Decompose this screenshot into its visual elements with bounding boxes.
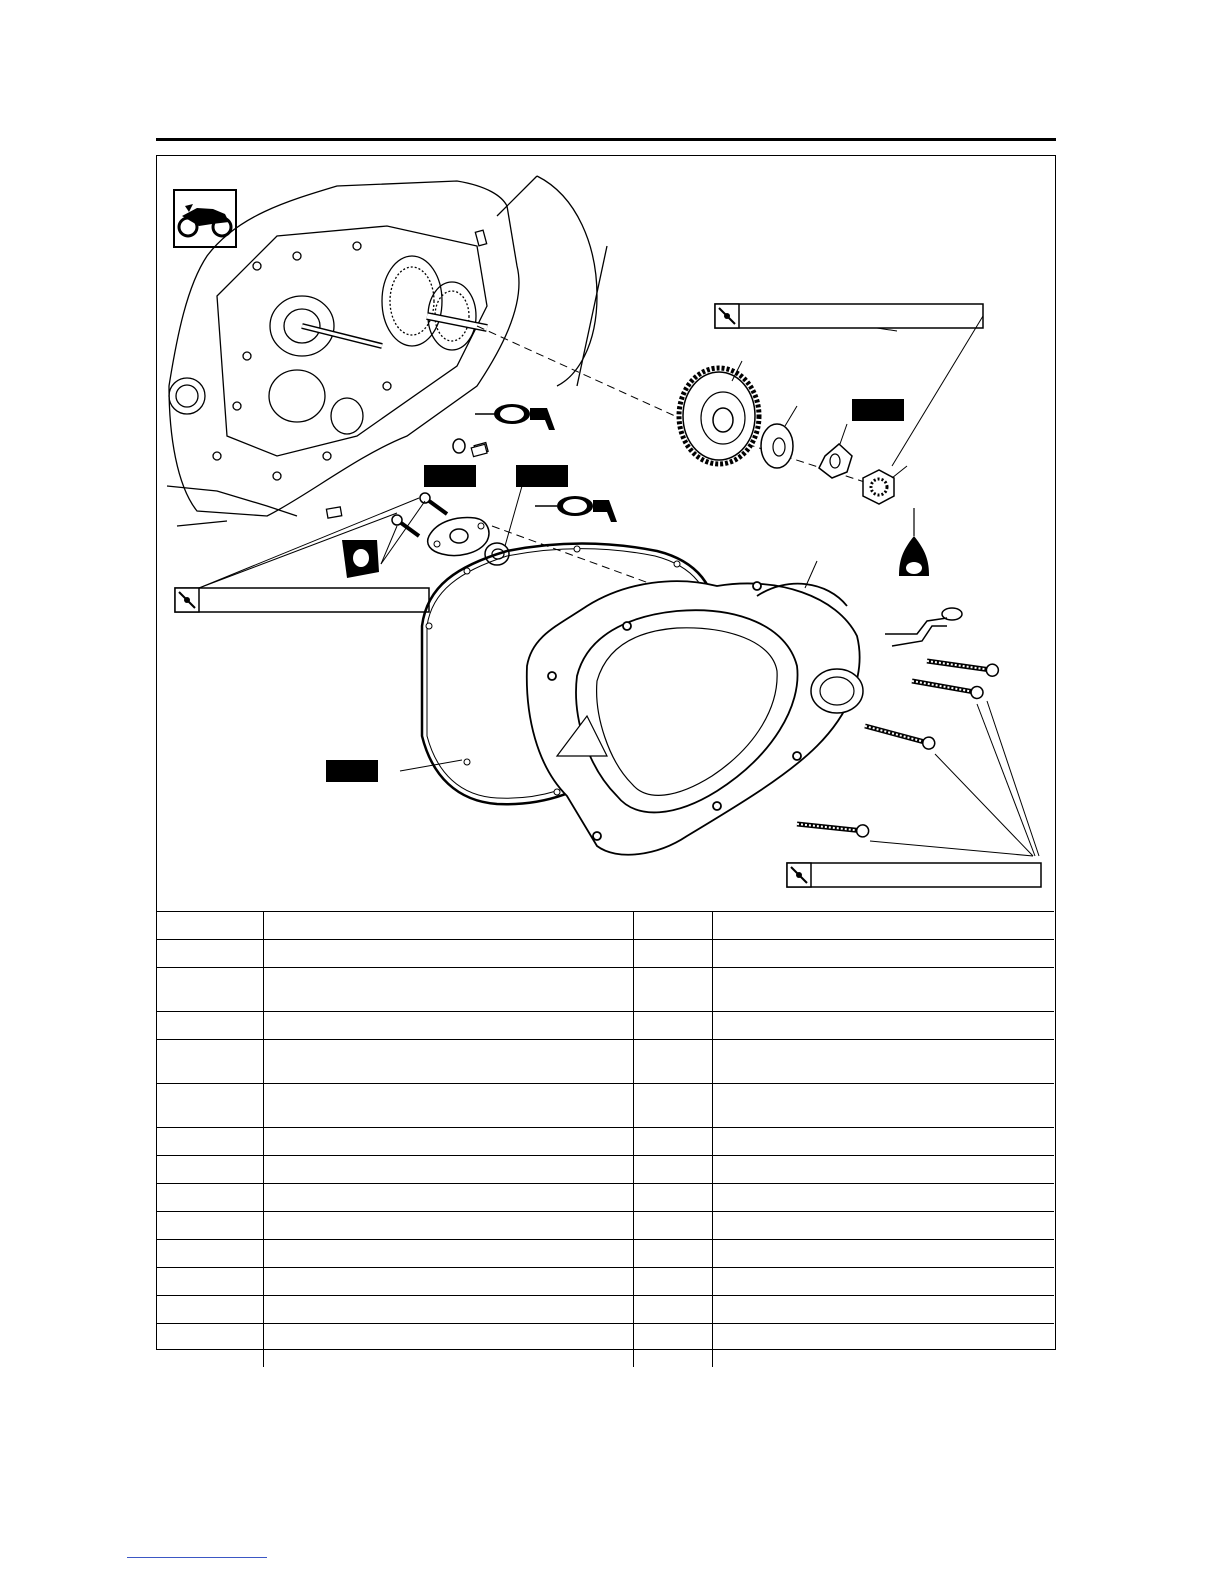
table-cell (157, 1040, 263, 1084)
table-cell (263, 1296, 633, 1324)
table-cell (263, 1324, 633, 1368)
cable-bracket (885, 608, 962, 646)
table-cell (157, 940, 263, 968)
table-cell (263, 1012, 633, 1040)
new-label-nut (852, 399, 904, 421)
oil-can-icon (899, 508, 929, 576)
table-cell (633, 1324, 712, 1368)
table-cell (157, 968, 263, 1012)
motorcycle-icon (174, 190, 236, 247)
header-cell (263, 912, 633, 940)
table-cell (633, 1012, 712, 1040)
parts-table-container (157, 911, 1054, 1367)
table-cell (712, 1128, 1054, 1156)
table-cell (157, 1296, 263, 1324)
table-cell (633, 940, 712, 968)
table-row (157, 940, 1054, 968)
grease-tube-icon (475, 404, 555, 430)
exploded-diagram (157, 156, 1054, 911)
header-cell (712, 912, 1054, 940)
table-row (157, 1040, 1054, 1084)
table-cell (712, 1184, 1054, 1212)
nut (863, 466, 907, 504)
table-cell (712, 968, 1054, 1012)
content-frame (156, 155, 1056, 1350)
table-cell (633, 1296, 712, 1324)
lock-washer (819, 424, 852, 478)
table-cell (263, 1156, 633, 1184)
table-cell (633, 1212, 712, 1240)
torque-spec-box-bottom (787, 863, 1041, 887)
drive-gear (679, 361, 759, 464)
table-cell (712, 1040, 1054, 1084)
crankcase-cover (527, 561, 863, 855)
table-cell (712, 1212, 1054, 1240)
table-cell (633, 1084, 712, 1128)
table-cell (633, 1184, 712, 1212)
table-cell (157, 1184, 263, 1212)
table-cell (633, 1040, 712, 1084)
table-row (157, 1296, 1054, 1324)
table-cell (263, 1040, 633, 1084)
new-label-left (424, 465, 476, 487)
table-cell (633, 968, 712, 1012)
table-cell (157, 1128, 263, 1156)
table-row (157, 1012, 1054, 1040)
table-row (157, 1128, 1054, 1156)
table-cell (263, 1212, 633, 1240)
parts-table-body (157, 912, 1054, 1368)
table-cell (712, 1156, 1054, 1184)
grease-tube-icon-2 (535, 496, 617, 522)
parts-table (157, 911, 1054, 1367)
table-cell (263, 968, 633, 1012)
new-label-gasket (326, 760, 378, 782)
table-cell (712, 1324, 1054, 1368)
table-cell (157, 1240, 263, 1268)
table-cell (157, 1012, 263, 1040)
table-row (157, 1184, 1054, 1212)
table-row (157, 1156, 1054, 1184)
table-row (157, 968, 1054, 1012)
new-label-mid (516, 465, 568, 487)
header-rule (156, 138, 1056, 141)
table-cell (712, 940, 1054, 968)
table-cell (712, 1012, 1054, 1040)
table-cell (263, 1128, 633, 1156)
table-header-row (157, 912, 1054, 940)
table-row (157, 1324, 1054, 1368)
table-cell (633, 1240, 712, 1268)
table-cell (157, 1084, 263, 1128)
table-cell (263, 1184, 633, 1212)
table-cell (263, 1084, 633, 1128)
table-row (157, 1240, 1054, 1268)
table-cell (157, 1212, 263, 1240)
table-row (157, 1212, 1054, 1240)
table-cell (712, 1240, 1054, 1268)
table-row (157, 1084, 1054, 1128)
header-cell (633, 912, 712, 940)
table-cell (157, 1156, 263, 1184)
footer-link-underline[interactable] (127, 1557, 267, 1558)
cover-plate (428, 518, 489, 556)
header-cell (157, 912, 263, 940)
table-cell (157, 1324, 263, 1368)
table-cell (712, 1296, 1054, 1324)
torque-spec-box-left (175, 498, 429, 612)
washer (761, 406, 797, 468)
table-row (157, 1268, 1054, 1296)
table-cell (263, 940, 633, 968)
table-cell (712, 1268, 1054, 1296)
table-cell (263, 1268, 633, 1296)
o-ring (453, 439, 487, 457)
table-cell (712, 1084, 1054, 1128)
table-cell (157, 1268, 263, 1296)
table-cell (633, 1156, 712, 1184)
table-cell (633, 1268, 712, 1296)
table-cell (633, 1128, 712, 1156)
table-cell (263, 1240, 633, 1268)
